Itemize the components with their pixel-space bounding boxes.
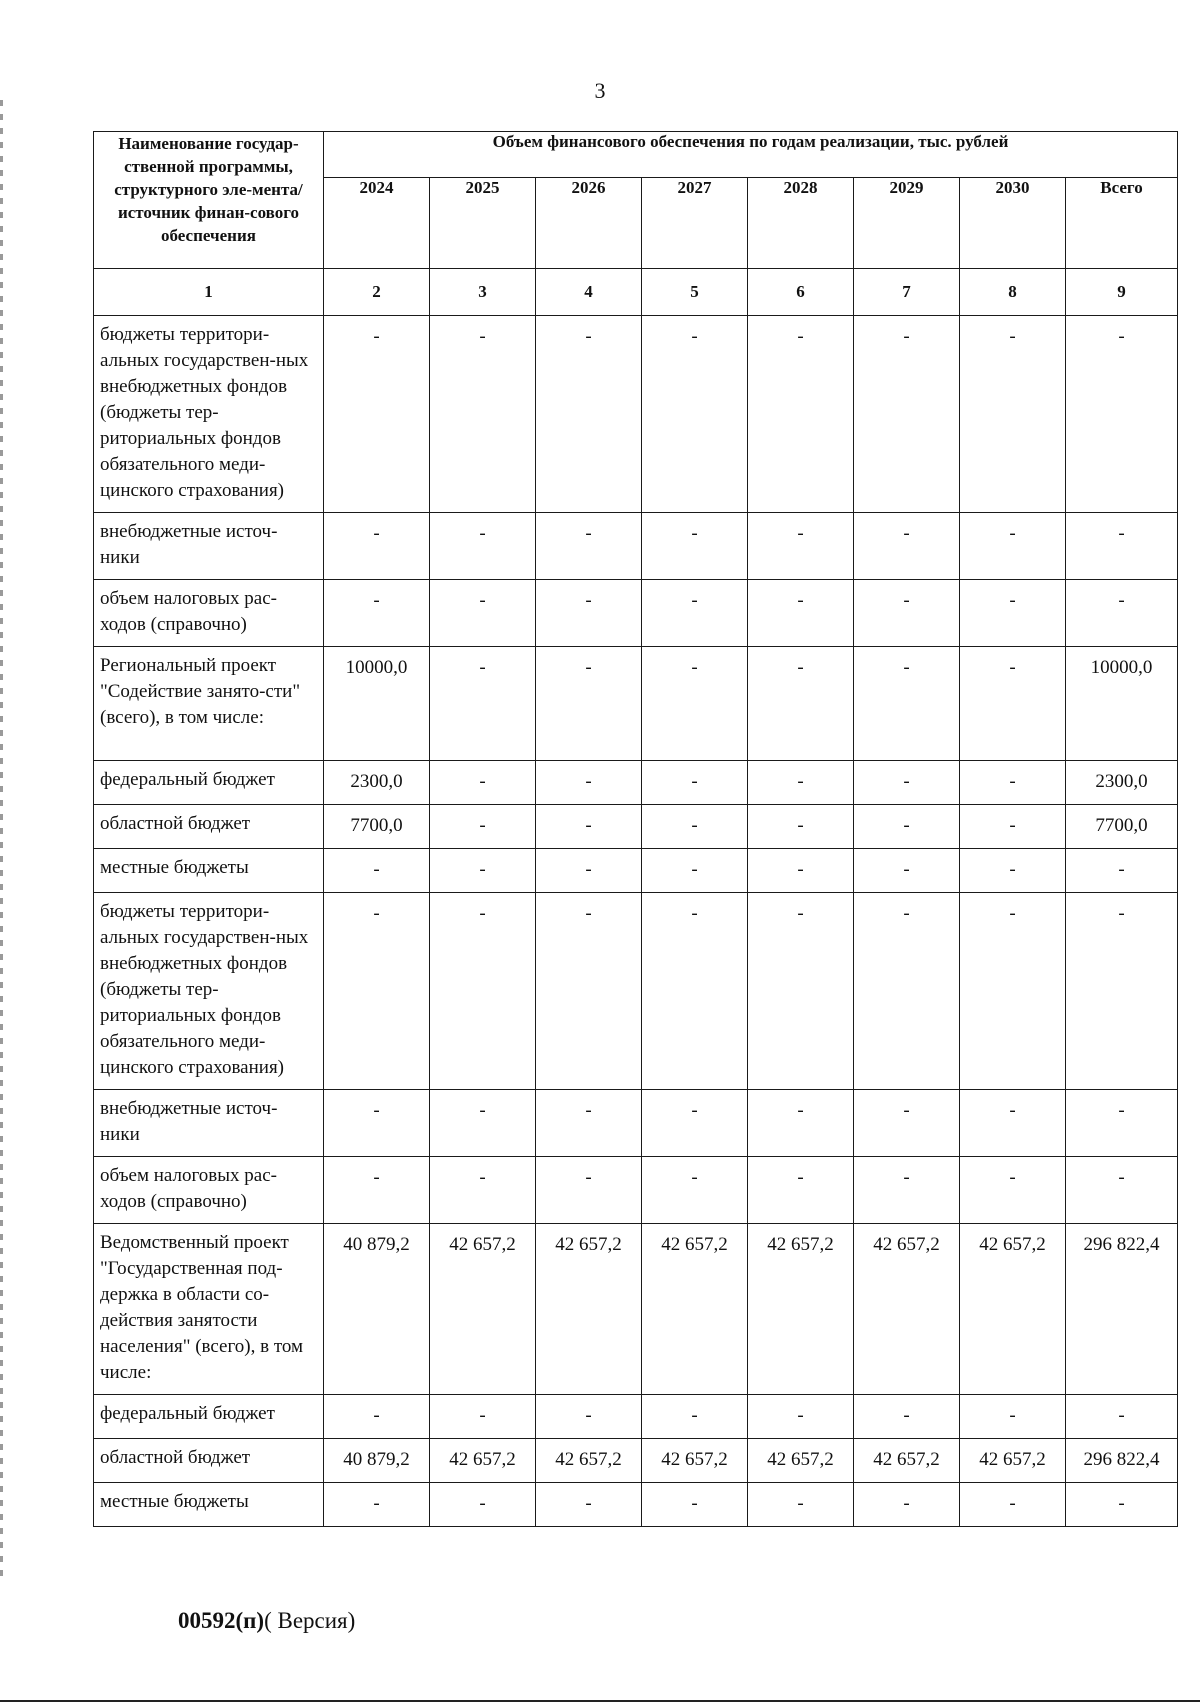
row-value: 42 657,2 [430, 1439, 536, 1483]
row-value: - [536, 1090, 642, 1157]
table-row [94, 580, 1178, 647]
row-value: - [430, 580, 536, 647]
column-number: 9 [1066, 269, 1178, 316]
column-number: 5 [642, 269, 748, 316]
row-value: - [642, 647, 748, 761]
row-value: 42 657,2 [642, 1439, 748, 1483]
row-value: - [1066, 316, 1178, 513]
column-number: 3 [430, 269, 536, 316]
row-value: - [854, 1157, 960, 1224]
row-label: бюджеты территори-альных государствен-ных внебюджетных фондов (бюджеты тер-риториальных фондов обязательного меди-цинского страхования) [94, 893, 324, 1090]
row-value: - [536, 893, 642, 1090]
row-value: - [642, 1090, 748, 1157]
row-value: 296 822,4 [1066, 1224, 1178, 1395]
table-row [94, 761, 1178, 805]
row-value: 2300,0 [324, 761, 430, 805]
row-value: - [324, 580, 430, 647]
row-value: - [748, 580, 854, 647]
row-value: 42 657,2 [854, 1439, 960, 1483]
row-value: 42 657,2 [536, 1224, 642, 1395]
row-label: местные бюджеты [94, 849, 324, 893]
year-header: 2026 [536, 178, 642, 269]
row-value: - [854, 849, 960, 893]
row-value: - [642, 761, 748, 805]
row-value: - [1066, 580, 1178, 647]
row-value: - [748, 805, 854, 849]
row-value: - [854, 1090, 960, 1157]
row-value: - [748, 513, 854, 580]
row-value: - [536, 513, 642, 580]
row-label: местные бюджеты [94, 1483, 324, 1527]
row-value: - [536, 849, 642, 893]
row-value: 10000,0 [324, 647, 430, 761]
year-header: Всего [1066, 178, 1178, 269]
row-value: - [960, 805, 1066, 849]
page-number: 3 [594, 78, 606, 103]
row-value: - [854, 1395, 960, 1439]
row-label: областной бюджет [94, 1439, 324, 1483]
column-number-row [94, 269, 1178, 316]
row-value: - [642, 805, 748, 849]
row-value: - [960, 513, 1066, 580]
row-value: - [960, 1090, 1066, 1157]
funding-group-header: Объем финансового обеспечения по годам реализации, тыс. рублей [324, 132, 1178, 178]
row-value: - [536, 647, 642, 761]
row-value: - [430, 647, 536, 761]
financing-table [93, 131, 1178, 1527]
year-header: 2027 [642, 178, 748, 269]
row-value: - [324, 1090, 430, 1157]
row-value: - [960, 647, 1066, 761]
document-code-number: 00592(п) [178, 1608, 265, 1633]
row-value: - [1066, 1395, 1178, 1439]
row-value: - [748, 1483, 854, 1527]
row-label: бюджеты территори-альных государствен-ных внебюджетных фондов (бюджеты тер-риториальных фондов обязательного меди-цинского страхования) [94, 316, 324, 513]
row-value: 42 657,2 [748, 1224, 854, 1395]
column-number: 7 [854, 269, 960, 316]
year-header: 2025 [430, 178, 536, 269]
row-value: - [748, 893, 854, 1090]
row-value: - [854, 316, 960, 513]
row-value: - [960, 1157, 1066, 1224]
row-value: - [430, 761, 536, 805]
row-value: - [854, 893, 960, 1090]
row-label: объем налоговых рас-ходов (справочно) [94, 580, 324, 647]
row-label: Ведомственный проект "Государственная под-держка в области со-действия занятости населения" (всего), в том числе: [94, 1224, 324, 1395]
row-value: - [430, 1395, 536, 1439]
row-value: - [324, 1157, 430, 1224]
row-value: 42 657,2 [748, 1439, 854, 1483]
row-label: внебюджетные источ-ники [94, 513, 324, 580]
row-value: - [748, 647, 854, 761]
row-value: - [854, 647, 960, 761]
row-value: - [748, 1090, 854, 1157]
row-value: - [1066, 893, 1178, 1090]
row-label: федеральный бюджет [94, 761, 324, 805]
row-value: - [324, 1395, 430, 1439]
row-value: - [430, 805, 536, 849]
table-row [94, 1157, 1178, 1224]
row-value: 42 657,2 [960, 1439, 1066, 1483]
table-row [94, 893, 1178, 1090]
table-row [94, 1090, 1178, 1157]
row-label: федеральный бюджет [94, 1395, 324, 1439]
document-version: ( Версия) [264, 1608, 356, 1633]
document-code [178, 1608, 355, 1634]
row-value: - [536, 1395, 642, 1439]
table-row [94, 647, 1178, 761]
row-value: 42 657,2 [430, 1224, 536, 1395]
row-value: - [430, 1157, 536, 1224]
row-value: - [642, 580, 748, 647]
row-value: - [324, 893, 430, 1090]
row-value: - [324, 316, 430, 513]
row-value: - [748, 849, 854, 893]
row-value: - [960, 1395, 1066, 1439]
row-value: 2300,0 [1066, 761, 1178, 805]
row-value: - [536, 761, 642, 805]
row-value: - [854, 805, 960, 849]
row-value: - [324, 513, 430, 580]
row-value: 42 657,2 [536, 1439, 642, 1483]
row-value: - [748, 1157, 854, 1224]
table-row [94, 513, 1178, 580]
row-value: - [536, 1483, 642, 1527]
row-value: - [430, 316, 536, 513]
row-value: 42 657,2 [854, 1224, 960, 1395]
year-header: 2028 [748, 178, 854, 269]
row-value: - [854, 513, 960, 580]
bottom-rule [0, 1700, 1200, 1702]
row-value: 40 879,2 [324, 1439, 430, 1483]
row-value: - [536, 1157, 642, 1224]
row-value: - [430, 513, 536, 580]
table-row [94, 805, 1178, 849]
row-label: внебюджетные источ-ники [94, 1090, 324, 1157]
name-column-header: Наименование государ-ственной программы, структурного эле-мента/источник финан-сового обеспечения [94, 132, 324, 269]
row-value: - [642, 893, 748, 1090]
row-value: - [430, 1483, 536, 1527]
row-label: областной бюджет [94, 805, 324, 849]
year-header: 2029 [854, 178, 960, 269]
table-body [94, 316, 1178, 1527]
row-value: - [854, 761, 960, 805]
row-value: 40 879,2 [324, 1224, 430, 1395]
row-value: - [854, 1483, 960, 1527]
row-label: Региональный проект "Содействие занято-сти" (всего), в том числе: [94, 647, 324, 761]
row-value: - [536, 316, 642, 513]
row-value: - [430, 1090, 536, 1157]
row-value: - [642, 513, 748, 580]
row-value: - [642, 1395, 748, 1439]
scan-edge-artifact [0, 100, 3, 1580]
row-value: - [642, 1157, 748, 1224]
column-number: 6 [748, 269, 854, 316]
row-value: - [1066, 1483, 1178, 1527]
row-value: 7700,0 [324, 805, 430, 849]
table-row [94, 1395, 1178, 1439]
row-value: 10000,0 [1066, 647, 1178, 761]
table-row [94, 849, 1178, 893]
row-value: - [324, 1483, 430, 1527]
row-value: - [430, 849, 536, 893]
row-value: 42 657,2 [960, 1224, 1066, 1395]
row-value: - [960, 849, 1066, 893]
year-header: 2030 [960, 178, 1066, 269]
column-number: 8 [960, 269, 1066, 316]
row-value: - [960, 761, 1066, 805]
row-value: - [854, 580, 960, 647]
row-value: - [1066, 1157, 1178, 1224]
row-value: - [1066, 1090, 1178, 1157]
row-value: - [430, 893, 536, 1090]
row-value: - [748, 761, 854, 805]
row-value: 7700,0 [1066, 805, 1178, 849]
table-row [94, 1439, 1178, 1483]
row-value: 296 822,4 [1066, 1439, 1178, 1483]
row-value: - [960, 893, 1066, 1090]
row-value: - [324, 849, 430, 893]
row-value: - [960, 316, 1066, 513]
row-value: 42 657,2 [642, 1224, 748, 1395]
row-label: объем налоговых рас-ходов (справочно) [94, 1157, 324, 1224]
column-number: 4 [536, 269, 642, 316]
row-value: - [960, 1483, 1066, 1527]
row-value: - [1066, 513, 1178, 580]
row-value: - [748, 316, 854, 513]
table-row [94, 316, 1178, 513]
column-number: 2 [324, 269, 430, 316]
row-value: - [642, 1483, 748, 1527]
row-value: - [642, 316, 748, 513]
row-value: - [748, 1395, 854, 1439]
column-number: 1 [94, 269, 324, 316]
row-value: - [1066, 849, 1178, 893]
row-value: - [960, 580, 1066, 647]
table-row [94, 1483, 1178, 1527]
row-value: - [642, 849, 748, 893]
row-value: - [536, 580, 642, 647]
year-header: 2024 [324, 178, 430, 269]
row-value: - [536, 805, 642, 849]
table-row [94, 1224, 1178, 1395]
